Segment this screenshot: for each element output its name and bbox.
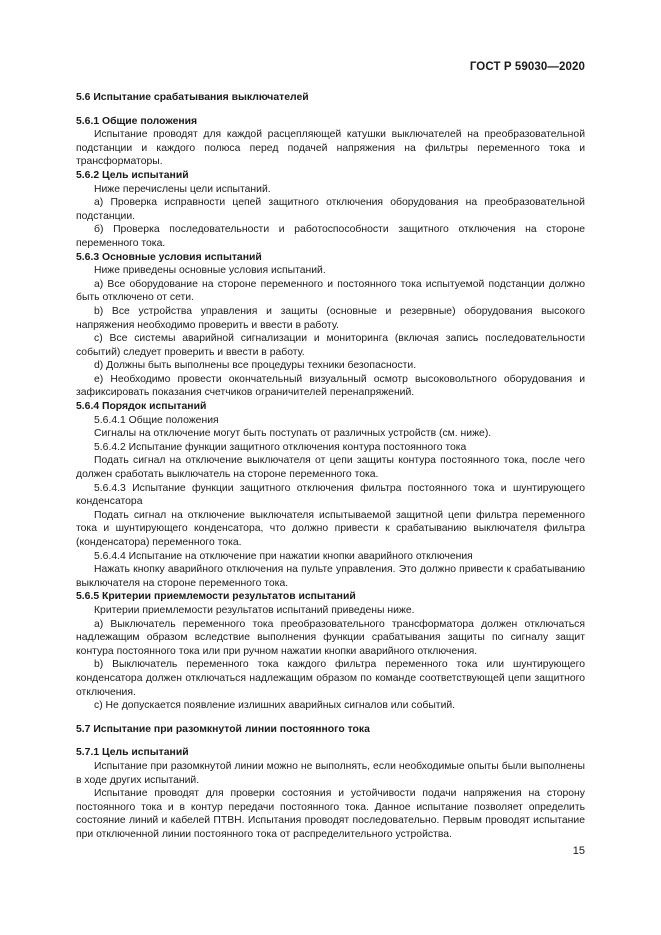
spacer <box>76 736 585 746</box>
paragraph: 5.6.4.4 Испытание на отключение при нажатии кнопки аварийного отключения <box>94 550 473 562</box>
paragraph: а) Проверка исправности цепей защитного отключения оборудования на преобразовательной подстанции. <box>76 197 585 222</box>
paragraph: Сигналы на отключение могут быть поступать от различных устройств (см. ниже). <box>94 428 492 440</box>
document-id: ГОСТ Р 59030—2020 <box>469 61 585 73</box>
paragraph: Подать сигнал на отключение выключателя испытываемой защитной цепи фильтра переменного тока и шунтирующего конденсатора, что должно привести к срабатыванию выключателя фильтра (конденсатора) переменного тока. <box>76 509 585 548</box>
paragraph: Подать сигнал на отключение выключателя от цепи защиты контура постоянного тока, после чего должен сработать выключатель на стороне переменного тока. <box>76 455 585 481</box>
section-heading: 5.6.4 Порядок испытаний <box>76 401 207 413</box>
spacer <box>76 105 585 115</box>
section-heading: 5.6.5 Критерии приемлемости результатов испытаний <box>76 591 356 603</box>
paragraph: 5.6.4.1 Общие положения <box>94 414 219 426</box>
paragraph: b) Выключатель переменного тока каждого фильтра переменного тока или шунтирующего конденсатора должен отключаться надлежащим образом по команде соответствующей цепи защитного отключения. <box>76 659 585 698</box>
paragraph: c) Все системы аварийной сигнализации и мониторинга (включая запись последовательности событий) следует проверить и ввести в работу. <box>76 333 585 358</box>
paragraph: c) Не допускается появление излишних аварийных сигналов или событий. <box>94 700 456 712</box>
section-heading: 5.6.2 Цель испытаний <box>76 169 189 181</box>
paragraph: Ниже приведены основные условия испытаний. <box>94 265 326 277</box>
document-body <box>76 91 585 841</box>
section-heading: 5.6 Испытание срабатывания выключателей <box>76 92 309 103</box>
paragraph: b) Все устройства управления и защиты (основные и резервные) оборудования высокого напряжения необходимо проверить и ввести в работу. <box>76 305 585 331</box>
section-heading: 5.6.1 Общие положения <box>76 115 198 127</box>
paragraph: Испытание при разомкнутой линии можно не выполнять, если необходимые опыты были выполнены в ходе других испытаний. <box>76 760 585 786</box>
paragraph: d) Должны быть выполнены все процедуры техники безопасности. <box>94 360 417 372</box>
paragraph: б) Проверка последовательности и работоспособности защитного отключения на стороне переменного тока. <box>76 224 585 249</box>
paragraph: 5.6.4.3 Испытание функции защитного отключения фильтра постоянного тока и шунтирующего конденсатора <box>76 482 585 508</box>
paragraph: а) Выключатель переменного тока преобразовательного трансформатора должен отключаться надлежащим образом вследствие выполнения функции срабатывания защиты по сигналу защит контура постоянного тока или при ручном нажатии кнопки аварийного отключения. <box>76 618 585 657</box>
paragraph: 5.6.4.2 Испытание функции защитного отключения контура постоянного тока <box>94 441 467 453</box>
section-heading: 5.7 Испытание при разомкнутой линии постоянного тока <box>76 723 370 735</box>
section-heading: 5.6.3 Основные условия испытаний <box>76 251 262 263</box>
paragraph: Ниже перечислены цели испытаний. <box>94 183 271 195</box>
spacer <box>76 713 585 723</box>
page-number: 15 <box>572 845 585 857</box>
paragraph: Нажать кнопку аварийного отключения на пульте управления. Это должно привести к срабатыванию выключателя на стороне переменного тока. <box>76 564 585 589</box>
paragraph: Испытание проводят для проверки состояния и устойчивости подачи напряжения на сторону постоянного тока и в контур передачи постоянного тока. Данное испытание позволяет определить состояние линий и кабелей ПТВН. Испытания проводят последовательно. Первым проводят испытание при отключенной линии постоянного тока от распределительного устройства. <box>76 788 585 840</box>
paragraph: Испытание проводят для каждой расцепляющей катушки выключателей на преобразовательной подстанции и каждого полюса перед подачей напряжения на фильтры переменного тока и трансформаторы. <box>76 129 585 168</box>
section-heading: 5.7.1 Цель испытаний <box>76 747 189 759</box>
paragraph: a) Все оборудование на стороне переменного и постоянного тока испытуемой подстанции должно быть отключено от сети. <box>76 278 585 304</box>
paragraph: Критерии приемлемости результатов испытаний приведены ниже. <box>94 604 415 616</box>
paragraph: e) Необходимо провести окончательный визуальный осмотр высоковольтного оборудования и зафиксировать показания счетчиков ограничителей перенапряжений. <box>76 373 585 399</box>
